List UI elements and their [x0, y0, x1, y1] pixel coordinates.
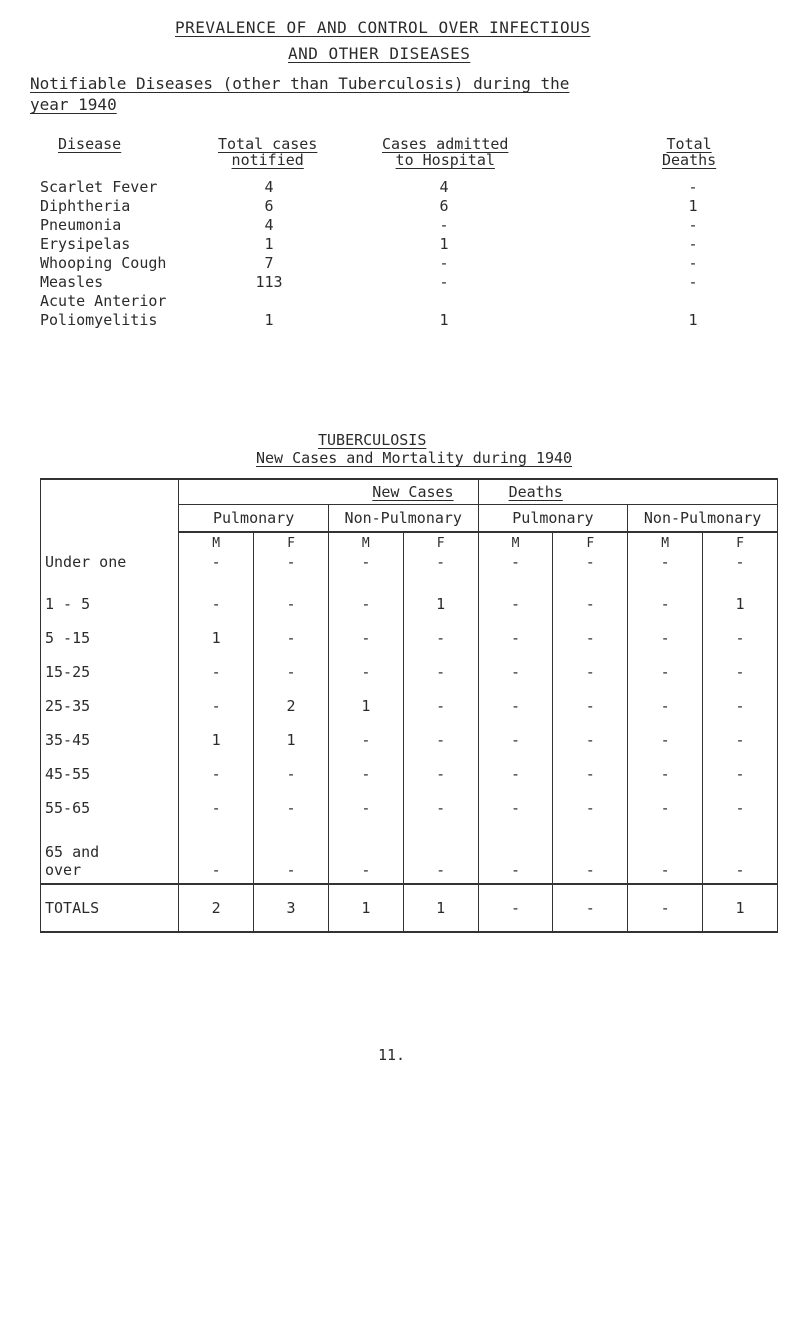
- cases-notified: 4: [264, 216, 274, 234]
- notifiable-heading-line-1: Notifiable Diseases (other than Tuberculosis) during the: [30, 74, 570, 93]
- sex-label: F: [403, 532, 478, 553]
- cell-value: -: [703, 655, 778, 689]
- cases-notified: 6: [264, 197, 274, 215]
- cell-value: -: [403, 553, 478, 587]
- total-deaths: -: [688, 273, 698, 291]
- cell-value: -: [628, 587, 703, 621]
- table-row: [41, 587, 778, 621]
- cell-value: -: [553, 791, 628, 825]
- cell-value: -: [703, 723, 778, 757]
- total-deaths: -: [688, 235, 698, 253]
- cell-value: 1: [328, 689, 403, 723]
- total-value: -: [478, 884, 553, 932]
- cell-value: -: [553, 757, 628, 791]
- cell-value: -: [478, 553, 553, 587]
- age-group-line-1: 65 and: [45, 843, 100, 861]
- cell-value: -: [254, 587, 329, 621]
- cases-notified: 7: [264, 254, 274, 272]
- cell-value: -: [628, 553, 703, 587]
- total-value: 1: [328, 884, 403, 932]
- cell-value: -: [628, 757, 703, 791]
- deaths-group-header: [478, 479, 777, 505]
- cell-value: -: [478, 791, 553, 825]
- col-deaths-line-2: Deaths: [662, 151, 717, 169]
- total-value: 3: [254, 884, 329, 932]
- cell-value: 1: [703, 587, 778, 621]
- cell-value: -: [403, 791, 478, 825]
- table-row: [41, 655, 778, 689]
- new-pulmonary-header: Pulmonary: [179, 505, 329, 533]
- total-value: 2: [179, 884, 254, 932]
- cell-value: -: [478, 825, 553, 884]
- cases-admitted: 1: [439, 235, 449, 253]
- cell-value: -: [328, 553, 403, 587]
- total-deaths: 1: [688, 311, 698, 329]
- cell-value: -: [628, 723, 703, 757]
- age-group: 5 -15: [41, 621, 179, 655]
- cell-value: -: [254, 757, 329, 791]
- total-deaths: -: [688, 254, 698, 272]
- cell-value: -: [403, 655, 478, 689]
- tuberculosis-table: [40, 478, 778, 933]
- cell-value: -: [553, 825, 628, 884]
- cell-value: -: [403, 723, 478, 757]
- new-cases-label: New Cases: [372, 483, 454, 501]
- disease-name: Erysipelas: [40, 235, 131, 253]
- cases-notified: 1: [264, 235, 274, 253]
- new-cases-group-header: [179, 479, 478, 505]
- cell-value: -: [478, 689, 553, 723]
- new-non-pulmonary-header: Non-Pulmonary: [328, 505, 478, 533]
- col-deaths-header: [662, 135, 716, 169]
- total-deaths: 1: [688, 197, 698, 215]
- cell-value: -: [553, 655, 628, 689]
- col-notified-header: [218, 135, 317, 169]
- title-line-1: PREVALENCE OF AND CONTROL OVER INFECTIOUS: [175, 18, 591, 37]
- cell-value: 2: [254, 689, 329, 723]
- cases-admitted: 6: [439, 197, 449, 215]
- totals-row: [41, 884, 778, 932]
- cell-value: -: [179, 655, 254, 689]
- sex-label: F: [553, 532, 628, 553]
- disease-name: Poliomyelitis: [40, 311, 158, 329]
- cell-value: -: [553, 689, 628, 723]
- cell-value: -: [553, 723, 628, 757]
- cases-admitted: -: [439, 216, 449, 234]
- total-value: -: [628, 884, 703, 932]
- cell-value: -: [179, 757, 254, 791]
- disease-row: [40, 311, 760, 329]
- cell-value: -: [628, 791, 703, 825]
- age-group: 55-65: [41, 791, 179, 825]
- sex-label: M: [328, 532, 403, 553]
- sex-label: F: [703, 532, 778, 553]
- total-value: -: [553, 884, 628, 932]
- col-deaths-line-1: Total: [666, 135, 712, 153]
- disease-name: Whooping Cough: [40, 254, 167, 272]
- cell-value: -: [179, 587, 254, 621]
- age-group: [41, 825, 179, 884]
- age-group: 35-45: [41, 723, 179, 757]
- disease-name: Measles: [40, 273, 104, 291]
- disease-row: [40, 197, 760, 215]
- cell-value: -: [254, 553, 329, 587]
- cell-value: 1: [403, 587, 478, 621]
- disease-name: Acute Anterior: [40, 292, 167, 310]
- table-row: [41, 757, 778, 791]
- cell-value: -: [628, 689, 703, 723]
- cell-value: -: [254, 621, 329, 655]
- table-row: [41, 689, 778, 723]
- cell-value: -: [478, 621, 553, 655]
- age-group: Under one: [41, 553, 179, 587]
- tb-group-header-row: [41, 479, 778, 505]
- page-subtitle: [288, 44, 470, 63]
- total-deaths: -: [688, 216, 698, 234]
- table-row: [41, 621, 778, 655]
- cases-admitted: 4: [439, 178, 449, 196]
- col-admitted-header: [382, 135, 508, 169]
- age-group-header: [41, 479, 179, 553]
- total-deaths: -: [688, 178, 698, 196]
- cell-value: -: [403, 757, 478, 791]
- cell-value: -: [328, 587, 403, 621]
- cell-value: -: [628, 825, 703, 884]
- cell-value: -: [553, 553, 628, 587]
- cell-value: -: [328, 825, 403, 884]
- cell-value: -: [703, 621, 778, 655]
- cases-admitted: -: [439, 254, 449, 272]
- tuberculosis-subheading: New Cases and Mortality during 1940: [256, 449, 573, 467]
- disease-name: Scarlet Fever: [40, 178, 158, 196]
- table-row: [41, 723, 778, 757]
- sex-label: M: [628, 532, 703, 553]
- cell-value: -: [179, 689, 254, 723]
- cell-value: -: [328, 723, 403, 757]
- total-value: 1: [703, 884, 778, 932]
- cell-value: -: [179, 553, 254, 587]
- age-group: 1 - 5: [41, 587, 179, 621]
- cell-value: -: [478, 757, 553, 791]
- table-row: [41, 791, 778, 825]
- page-title: [175, 18, 590, 37]
- cell-value: -: [254, 825, 329, 884]
- disease-row: [40, 178, 760, 196]
- cell-value: -: [403, 825, 478, 884]
- cell-value: -: [703, 757, 778, 791]
- disease-row: [40, 292, 760, 310]
- cell-value: -: [703, 553, 778, 587]
- col-notified-line-1: Total cases: [218, 135, 318, 153]
- cell-value: -: [553, 587, 628, 621]
- cell-value: 1: [254, 723, 329, 757]
- cell-value: -: [478, 723, 553, 757]
- totals-label: TOTALS: [41, 884, 179, 932]
- tuberculosis-heading: TUBERCULOSIS: [318, 431, 427, 449]
- cases-admitted: -: [439, 273, 449, 291]
- table-row: [41, 825, 778, 884]
- age-group: 25-35: [41, 689, 179, 723]
- disease-row: [40, 254, 760, 272]
- col-disease-header: Disease: [58, 135, 122, 153]
- sex-label: F: [254, 532, 329, 553]
- cell-value: -: [328, 655, 403, 689]
- disease-row: [40, 273, 760, 291]
- cases-admitted: 1: [439, 311, 449, 329]
- cell-value: -: [254, 655, 329, 689]
- deaths-non-pulmonary-header: Non-Pulmonary: [628, 505, 778, 533]
- disease-row: [40, 235, 760, 253]
- page-number: 11.: [378, 1046, 406, 1064]
- notifiable-heading-line-2: year 1940: [30, 95, 117, 114]
- age-group: 45-55: [41, 757, 179, 791]
- cell-value: -: [254, 791, 329, 825]
- title-line-2: AND OTHER DISEASES: [288, 44, 471, 63]
- cell-value: -: [179, 825, 254, 884]
- cell-value: -: [703, 689, 778, 723]
- deaths-pulmonary-header: Pulmonary: [478, 505, 628, 533]
- col-notified-line-2: notified: [231, 151, 304, 169]
- cases-notified: 1: [264, 311, 274, 329]
- cell-value: -: [703, 791, 778, 825]
- cell-value: -: [478, 587, 553, 621]
- cell-value: -: [328, 621, 403, 655]
- cell-value: 1: [179, 723, 254, 757]
- deaths-label: Deaths: [508, 483, 563, 501]
- cases-notified: 113: [255, 273, 283, 291]
- disease-name: Pneumonia: [40, 216, 122, 234]
- total-value: 1: [403, 884, 478, 932]
- cell-value: -: [328, 791, 403, 825]
- age-group-line-2: over: [45, 861, 82, 879]
- cell-value: -: [478, 655, 553, 689]
- disease-name: Diphtheria: [40, 197, 131, 215]
- cell-value: -: [553, 621, 628, 655]
- cell-value: -: [179, 791, 254, 825]
- cell-value: -: [403, 621, 478, 655]
- cell-value: -: [628, 621, 703, 655]
- sex-label: M: [478, 532, 553, 553]
- col-admitted-line-1: Cases admitted: [382, 135, 509, 153]
- table-row: [41, 553, 778, 587]
- cell-value: -: [703, 825, 778, 884]
- cell-value: -: [628, 655, 703, 689]
- sex-label: M: [179, 532, 254, 553]
- cell-value: -: [403, 689, 478, 723]
- cell-value: 1: [179, 621, 254, 655]
- cases-notified: 4: [264, 178, 274, 196]
- cell-value: -: [328, 757, 403, 791]
- col-admitted-line-2: to Hospital: [395, 151, 495, 169]
- disease-row: [40, 216, 760, 234]
- age-group: 15-25: [41, 655, 179, 689]
